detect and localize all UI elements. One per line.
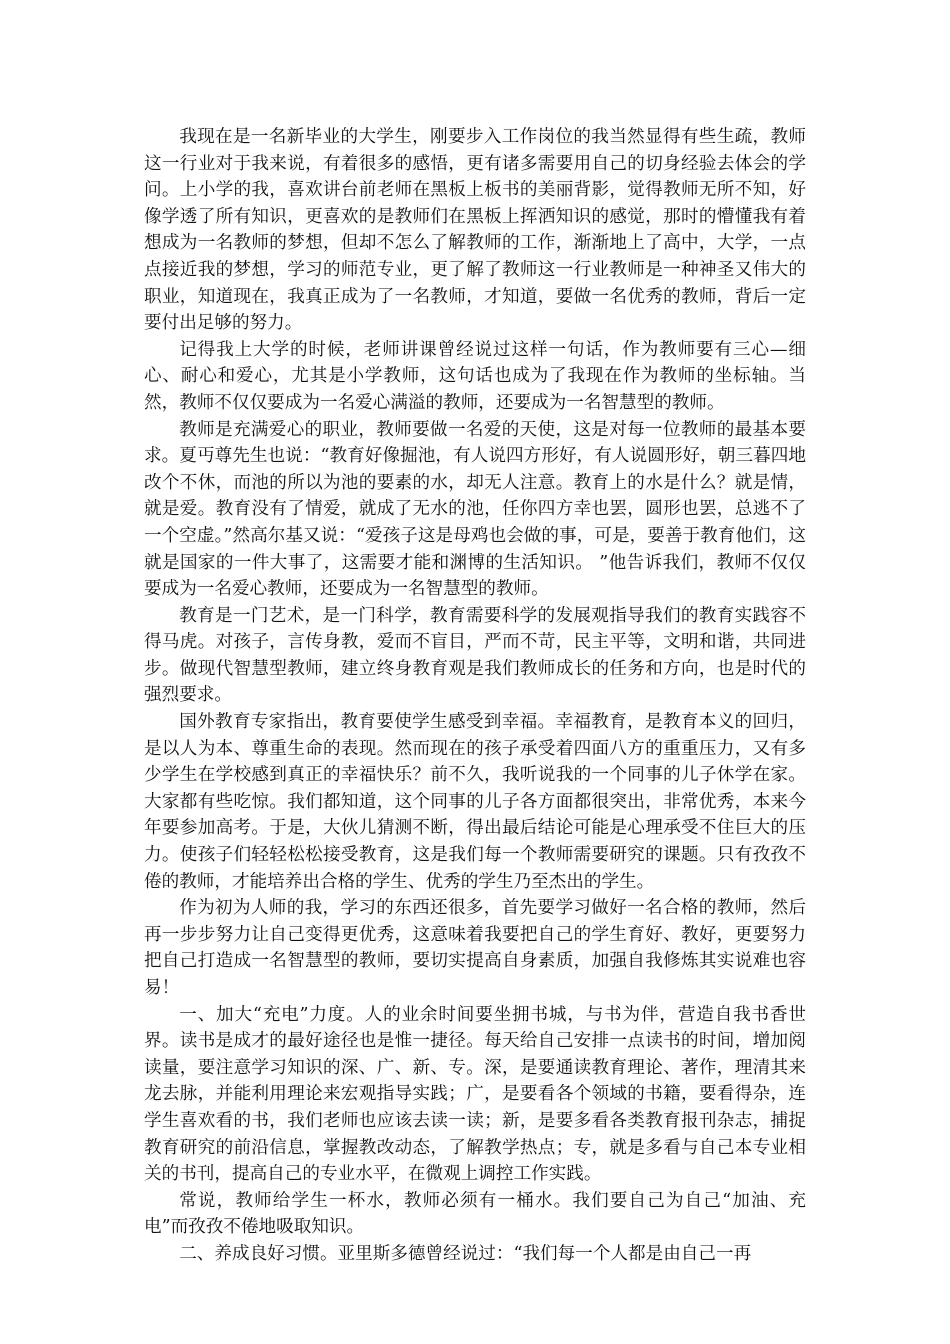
paragraph-8: 常说，教师给学生一杯水，教师必须有一桶水。我们要自己为自己“加油、充电”而孜孜不倦地吸取知识。 bbox=[144, 1190, 806, 1238]
paragraph-2: 记得我上大学的时候，老师讲课曾经说过这样一句话，作为教师要有三心—细心、耐心和爱心，尤其是小学教师，这句话也成为了我现在作为教师的坐标轴。当然，教师不仅仅要成为一名爱心满溢的教师，还要成为一名智慧型的教师。 bbox=[144, 339, 806, 413]
paragraph-4: 教育是一门艺术，是一门科学，教育需要科学的发展观指导我们的教育实践容不得马虎。对孩子，言传身教，爱而不盲目，严而不苛，民主平等，文明和谐，共同进步。做现代智慧型教师，建立终身教育观是我们教师成长的任务和方向，也是时代的强烈要求。 bbox=[144, 605, 806, 706]
paragraph-5: 国外教育专家指出，教育要使学生感受到幸福。幸福教育，是教育本义的回归，是以人为本、尊重生命的表现。然而现在的孩子承受着四面八方的重重压力，又有多少学生在学校感到真正的幸福快乐？前不久，我听说我的一个同事的儿子休学在家。大家都有些吃惊。我们都知道，这个同事的儿子各方面都很突出，非常优秀，本来今年要参加高考。于是，大伙儿猜测不断，得出最后结论可能是心理承受不住巨大的压力。使孩子们轻轻松松接受教育，这是我们每一个教师需要研究的课题。只有孜孜不倦的教师，才能培养出合格的学生、优秀的学生乃至杰出的学生。 bbox=[144, 712, 806, 892]
paragraph-3: 教师是充满爱心的职业，教师要做一名爱的天使，这是对每一位教师的最基本要求。夏丏尊先生也说：“教育好像掘池，有人说四方形好，有人说圆形好，朝三暮四地改个不休，而池的所以为池的要素的水，却无人注意。教育上的水是什么？就是情，就是爱。教育没有了情爱，就成了无水的池，任你四方幸也罢，圆形也罢，总逃不了一个空虚。”然高尔基又说：“爱孩子这是母鸡也会做的事，可是，要善于教育他们，这就是国家的一件大事了，这需要才能和渊博的生活知识。 ”他告诉我们，教师不仅仅要成为一名爱心教师，还要成为一名智慧型的教师。 bbox=[144, 419, 806, 600]
paragraph-6: 作为初为人师的我，学习的东西还很多，首先要学习做好一名合格的教师，然后再一步步努力让自己变得更优秀，这意味着我要把自己的学生育好、教好，更要努力把自己打造成一名智慧型的教师，要切实提高自身素质，加强自我修炼其实说难也容易！ bbox=[144, 898, 806, 998]
document-page bbox=[144, 124, 806, 1268]
paragraph-1: 我现在是一名新毕业的大学生，刚要步入工作岗位的我当然显得有些生疏，教师这一行业对于我来说，有着很多的感悟，更有诸多需要用自己的切身经验去体会的学问。上小学的我，喜欢讲台前老师在黑板上板书的美丽背影，觉得教师无所不知，好像学透了所有知识，更喜欢的是教师们在黑板上挥洒知识的感觉，那时的懵懂我有着想成为一名教师的梦想，但却不怎么了解教师的工作，渐渐地上了高中，大学，一点点接近我的梦想，学习的师范专业，更了解了教师这一行业教师是一种神圣又伟大的职业，知道现在，我真正成为了一名教师，才知道，要做一名优秀的教师，背后一定要付出足够的努力。 bbox=[144, 127, 806, 334]
paragraph-7: 一、加大“充电”力度。人的业余时间要坐拥书城，与书为伴，营造自我书香世界。读书是成才的最好途径也是惟一捷径。每天给自己安排一点读书的时间，增加阅读量，要注意学习知识的深、广、新、专。深，是要通读教育理论、著作，理清其来龙去脉，并能利用理论来宏观指导实践；广，是要看各个领域的书籍，要看得杂，连学生喜欢看的书，我们老师也应该去读一读；新，是要多看各类教育报刊杂志，捕捉教育研究的前沿信息，掌握教改动态，了解教学热点；专，就是多看与自己本专业相关的书刊，提高自己的专业水平，在微观上调控工作实践。 bbox=[144, 1004, 806, 1185]
paragraph-9: 二、养成良好习惯。亚里斯多德曾经说过：“我们每一个人都是由自己一再 bbox=[179, 1243, 752, 1264]
